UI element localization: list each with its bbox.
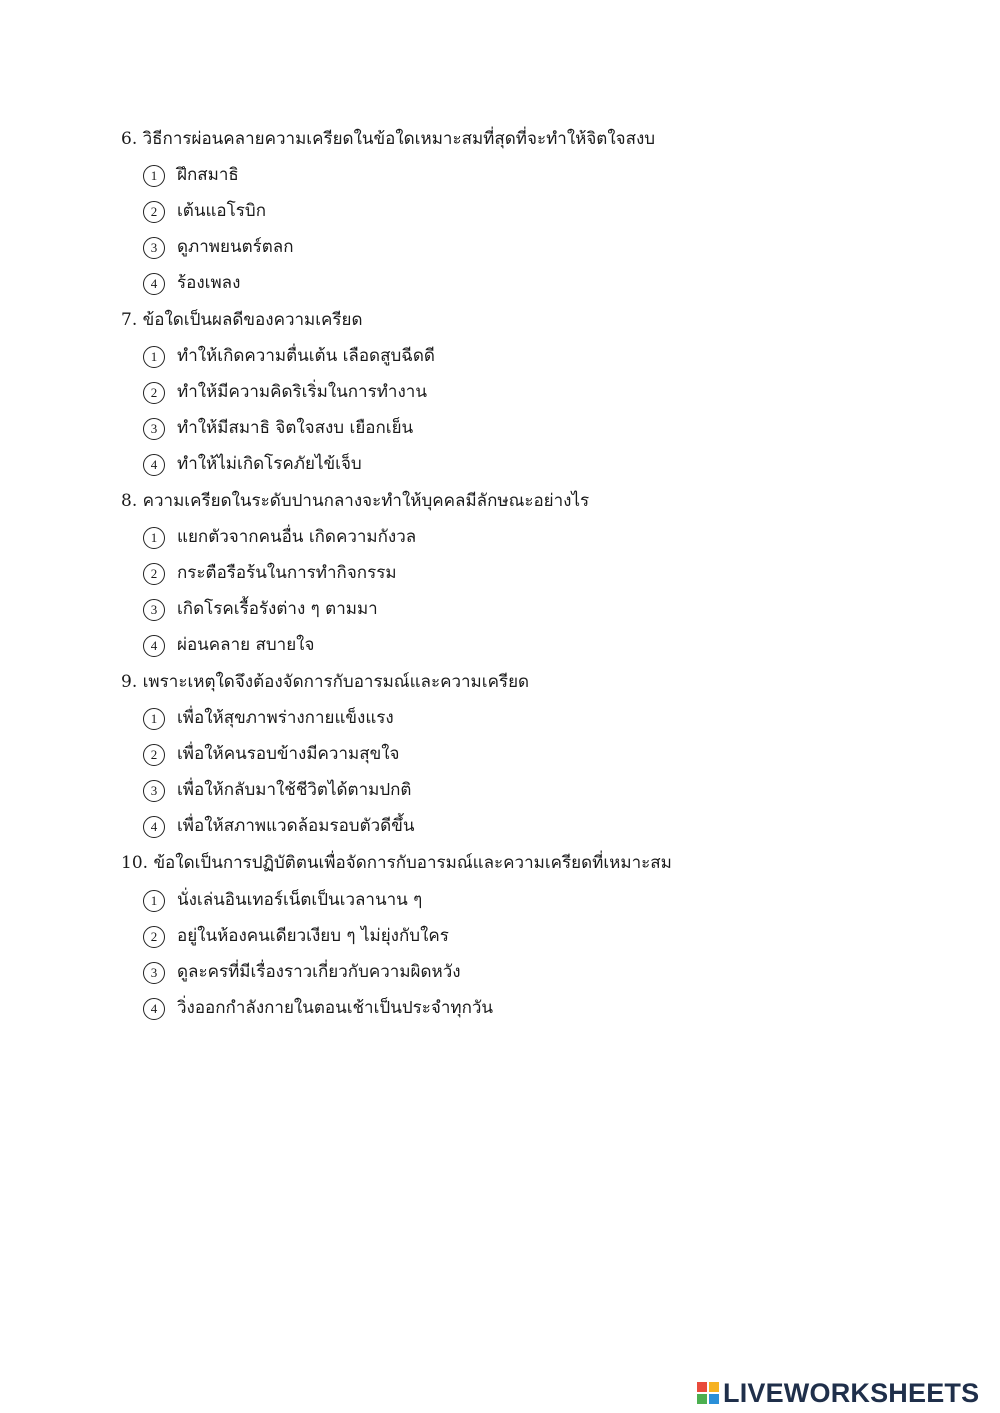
option-text: กระตือรือร้นในการทำกิจกรรม bbox=[177, 563, 397, 583]
option-q9-1[interactable] bbox=[0, 707, 1000, 733]
option-number-badge: 2 bbox=[143, 926, 165, 948]
option-q7-4[interactable] bbox=[0, 453, 1000, 479]
option-number-badge: 4 bbox=[143, 454, 165, 476]
question-text: 6. วิธีการผ่อนคลายความเครียดในข้อใดเหมาะสมที่สุดที่จะทำให้จิตใจสงบ bbox=[121, 129, 656, 149]
option-number-badge: 3 bbox=[143, 237, 165, 259]
brand-name: LIVEWORKSHEETS bbox=[723, 1378, 980, 1408]
option-number-badge: 1 bbox=[143, 165, 165, 187]
option-number-badge: 1 bbox=[143, 346, 165, 368]
option-text: ทำให้มีความคิดริเริ่มในการทำงาน bbox=[177, 382, 427, 402]
question-text: 10. ข้อใดเป็นการปฏิบัติตนเพื่อจัดการกับอารมณ์และความเครียดที่เหมาะสม bbox=[121, 853, 672, 873]
option-number-badge: 4 bbox=[143, 998, 165, 1020]
option-text: นั่งเล่นอินเทอร์เน็ตเป็นเวลานาน ๆ bbox=[177, 890, 423, 910]
option-number-badge: 4 bbox=[143, 816, 165, 838]
option-number-badge: 4 bbox=[143, 273, 165, 295]
option-q10-1[interactable] bbox=[0, 889, 1000, 915]
option-number-badge: 1 bbox=[143, 890, 165, 912]
option-q10-3[interactable] bbox=[0, 961, 1000, 987]
option-number-badge: 3 bbox=[143, 962, 165, 984]
option-number-badge: 2 bbox=[143, 382, 165, 404]
option-text: ทำให้ไม่เกิดโรคภัยไข้เจ็บ bbox=[177, 454, 362, 474]
option-number-badge: 1 bbox=[143, 527, 165, 549]
option-q10-4[interactable] bbox=[0, 997, 1000, 1023]
option-text: ดูภาพยนตร์ตลก bbox=[177, 237, 294, 257]
liveworksheets-logo-icon bbox=[697, 1382, 719, 1404]
option-number-badge: 2 bbox=[143, 201, 165, 223]
option-number-badge: 3 bbox=[143, 780, 165, 802]
option-q10-2[interactable] bbox=[0, 925, 1000, 951]
option-q6-2[interactable] bbox=[0, 200, 1000, 226]
option-number-badge: 2 bbox=[143, 744, 165, 766]
option-text: เพื่อให้สุขภาพร่างกายแข็งแรง bbox=[177, 708, 394, 728]
option-number-badge: 3 bbox=[143, 599, 165, 621]
option-text: วิ่งออกกำลังกายในตอนเช้าเป็นประจำทุกวัน bbox=[177, 998, 494, 1018]
option-number-badge: 3 bbox=[143, 418, 165, 440]
option-text: อยู่ในห้องคนเดียวเงียบ ๆ ไม่ยุ่งกับใคร bbox=[177, 926, 449, 946]
option-q7-3[interactable] bbox=[0, 417, 1000, 443]
question-text: 9. เพราะเหตุใดจึงต้องจัดการกับอารมณ์และความเครียด bbox=[121, 672, 530, 692]
option-text: ทำให้มีสมาธิ จิตใจสงบ เยือกเย็น bbox=[177, 418, 414, 438]
option-text: ฝึกสมาธิ bbox=[177, 165, 239, 185]
option-q8-1[interactable] bbox=[0, 526, 1000, 552]
option-q6-4[interactable] bbox=[0, 272, 1000, 298]
option-q6-3[interactable] bbox=[0, 236, 1000, 262]
option-text: แยกตัวจากคนอื่น เกิดความกังวล bbox=[177, 527, 417, 547]
option-number-badge: 2 bbox=[143, 563, 165, 585]
option-number-badge: 4 bbox=[143, 635, 165, 657]
option-q9-2[interactable] bbox=[0, 743, 1000, 769]
option-text: เพื่อให้สภาพแวดล้อมรอบตัวดีขึ้น bbox=[177, 816, 415, 836]
option-text: เกิดโรคเรื้อรังต่าง ๆ ตามมา bbox=[177, 599, 378, 619]
option-q8-2[interactable] bbox=[0, 562, 1000, 588]
liveworksheets-logo bbox=[697, 1380, 997, 1406]
option-text: ดูละครที่มีเรื่องราวเกี่ยวกับความผิดหวัง bbox=[177, 962, 461, 982]
option-text: เต้นแอโรบิก bbox=[177, 201, 266, 221]
option-text: เพื่อให้กลับมาใช้ชีวิตได้ตามปกติ bbox=[177, 780, 412, 800]
option-q8-3[interactable] bbox=[0, 598, 1000, 624]
option-number-badge: 1 bbox=[143, 708, 165, 730]
option-q9-3[interactable] bbox=[0, 779, 1000, 805]
option-text: เพื่อให้คนรอบข้างมีความสุขใจ bbox=[177, 744, 400, 764]
option-q7-2[interactable] bbox=[0, 381, 1000, 407]
option-q9-4[interactable] bbox=[0, 815, 1000, 841]
option-text: ทำให้เกิดความตื่นเต้น เลือดสูบฉีดดี bbox=[177, 346, 435, 366]
option-q6-1[interactable] bbox=[0, 164, 1000, 190]
option-text: ร้องเพลง bbox=[177, 273, 241, 293]
question-text: 8. ความเครียดในระดับปานกลางจะทำให้บุคคลมีลักษณะอย่างไร bbox=[121, 491, 590, 511]
option-q7-1[interactable] bbox=[0, 345, 1000, 371]
option-q8-4[interactable] bbox=[0, 634, 1000, 660]
question-text: 7. ข้อใดเป็นผลดีของความเครียด bbox=[121, 310, 363, 330]
option-text: ผ่อนคลาย สบายใจ bbox=[177, 635, 315, 655]
